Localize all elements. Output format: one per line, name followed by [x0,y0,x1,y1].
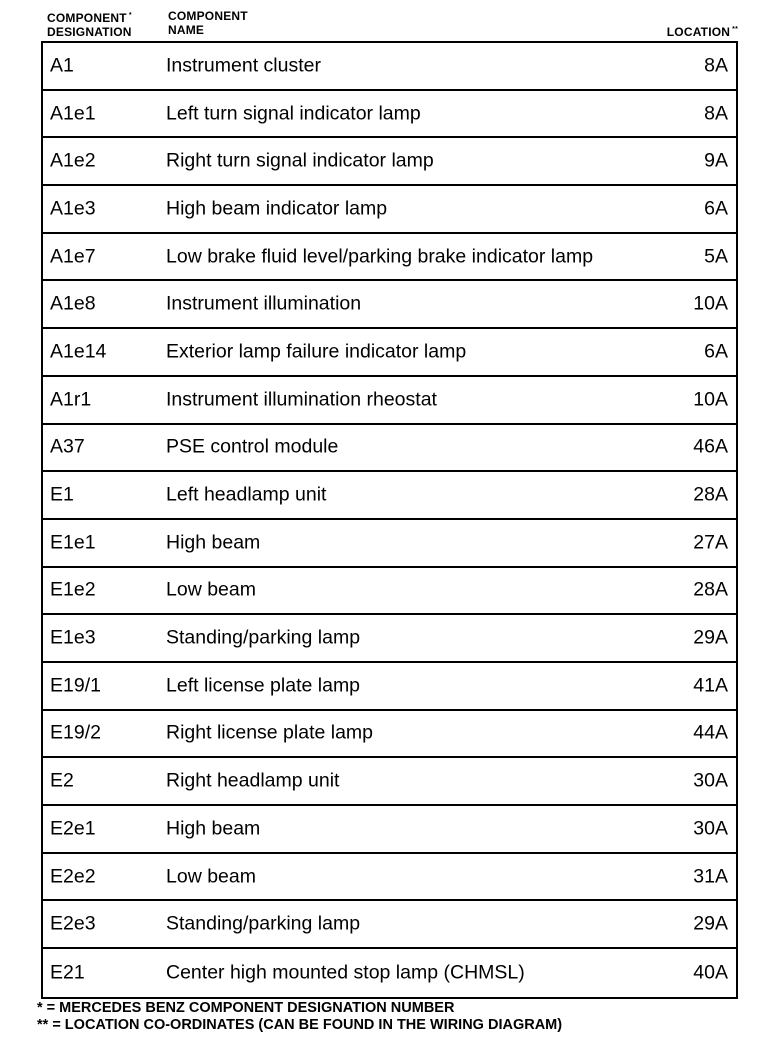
component-name-cell: Left headlamp unit [166,483,327,506]
location-cell: 8A [704,54,728,77]
designation-cell: A1e7 [50,245,96,268]
table-row [43,663,736,711]
location-cell: 8A [704,102,728,125]
designation-cell: E19/1 [50,674,101,697]
table-row [43,758,736,806]
location-footnote-mark: ** [732,26,738,33]
name-header-line2: NAME [168,23,205,37]
location-header-label: LOCATION [666,25,731,39]
table-row [43,377,736,425]
component-name-cell: Instrument illumination rheostat [166,388,437,411]
location-cell: 30A [693,817,728,840]
component-name-cell: Exterior lamp failure indicator lamp [166,340,467,363]
designation-cell: A1 [50,54,74,77]
designation-cell: A1r1 [50,388,92,411]
designation-cell: E21 [50,961,85,984]
component-name-cell: High beam indicator lamp [166,197,388,220]
designation-cell: A1e3 [50,197,96,220]
designation-column-header [47,9,132,39]
location-cell: 5A [704,245,728,268]
component-name-cell: Left license plate lamp [166,674,361,697]
component-name-cell: Low beam [166,578,256,601]
name-header-line1: COMPONENT [168,9,248,23]
location-cell: 29A [693,912,728,935]
location-cell: 41A [693,674,728,697]
designation-cell: E2e1 [50,817,96,840]
designation-cell: E1e2 [50,578,96,601]
designation-footnote-mark: * [128,12,132,19]
table-row [43,138,736,186]
designation-cell: E1e1 [50,531,96,554]
designation-cell: E1 [50,483,74,506]
table-row [43,43,736,91]
location-cell: 27A [693,531,728,554]
designation-cell: A1e1 [50,102,96,125]
location-cell: 30A [693,769,728,792]
component-name-cell: Standing/parking lamp [166,912,361,935]
designation-header-line2: DESIGNATION [47,25,132,39]
table-row [43,806,736,854]
location-cell: 44A [693,721,728,744]
table-row [43,472,736,520]
component-name-cell: Left turn signal indicator lamp [166,102,421,125]
location-cell: 28A [693,578,728,601]
table-row [43,711,736,759]
footnotes [37,1000,562,1034]
location-cell: 31A [693,865,728,888]
component-name-cell: Right turn signal indicator lamp [166,149,434,172]
component-name-cell: Instrument cluster [166,54,321,77]
table-row [43,234,736,282]
designation-cell: A1e2 [50,149,96,172]
location-cell: 40A [693,961,728,984]
designation-cell: A37 [50,435,85,458]
location-cell: 29A [693,626,728,649]
component-name-cell: PSE control module [166,435,339,458]
designation-cell: E1e3 [50,626,96,649]
designation-cell: A1e14 [50,340,107,363]
component-name-cell: Low brake fluid level/parking brake indicator lamp [166,245,594,268]
name-column-header [168,9,248,37]
location-column-header [667,23,738,39]
location-cell: 10A [693,388,728,411]
location-cell: 28A [693,483,728,506]
table-row [43,949,736,997]
footnote-location: ** = LOCATION CO-ORDINATES (CAN BE FOUND IN THE WIRING DIAGRAM) [37,1017,563,1033]
table-row [43,91,736,139]
table-row [43,425,736,473]
location-cell: 9A [704,149,728,172]
component-name-cell: High beam [166,817,261,840]
component-name-cell: Right license plate lamp [166,721,374,744]
designation-cell: E2 [50,769,74,792]
designation-cell: E19/2 [50,721,101,744]
location-cell: 10A [693,292,728,315]
component-name-cell: High beam [166,531,261,554]
table-row [43,186,736,234]
footnote-designation: * = MERCEDES BENZ COMPONENT DESIGNATION NUMBER [37,1000,455,1016]
table-row [43,615,736,663]
designation-header-line1: COMPONENT [47,11,127,25]
component-name-cell: Instrument illumination [166,292,362,315]
location-cell: 6A [704,340,728,363]
component-name-cell: Low beam [166,865,256,888]
location-cell: 6A [704,197,728,220]
table-row [43,520,736,568]
component-table [41,41,738,999]
table-row [43,568,736,616]
component-name-cell: Center high mounted stop lamp (CHMSL) [166,961,525,984]
component-name-cell: Standing/parking lamp [166,626,361,649]
table-row [43,281,736,329]
table-row [43,329,736,377]
designation-cell: A1e8 [50,292,96,315]
table-row [43,901,736,949]
component-name-cell: Right headlamp unit [166,769,340,792]
designation-cell: E2e2 [50,865,96,888]
designation-cell: E2e3 [50,912,96,935]
table-row [43,854,736,902]
location-cell: 46A [693,435,728,458]
